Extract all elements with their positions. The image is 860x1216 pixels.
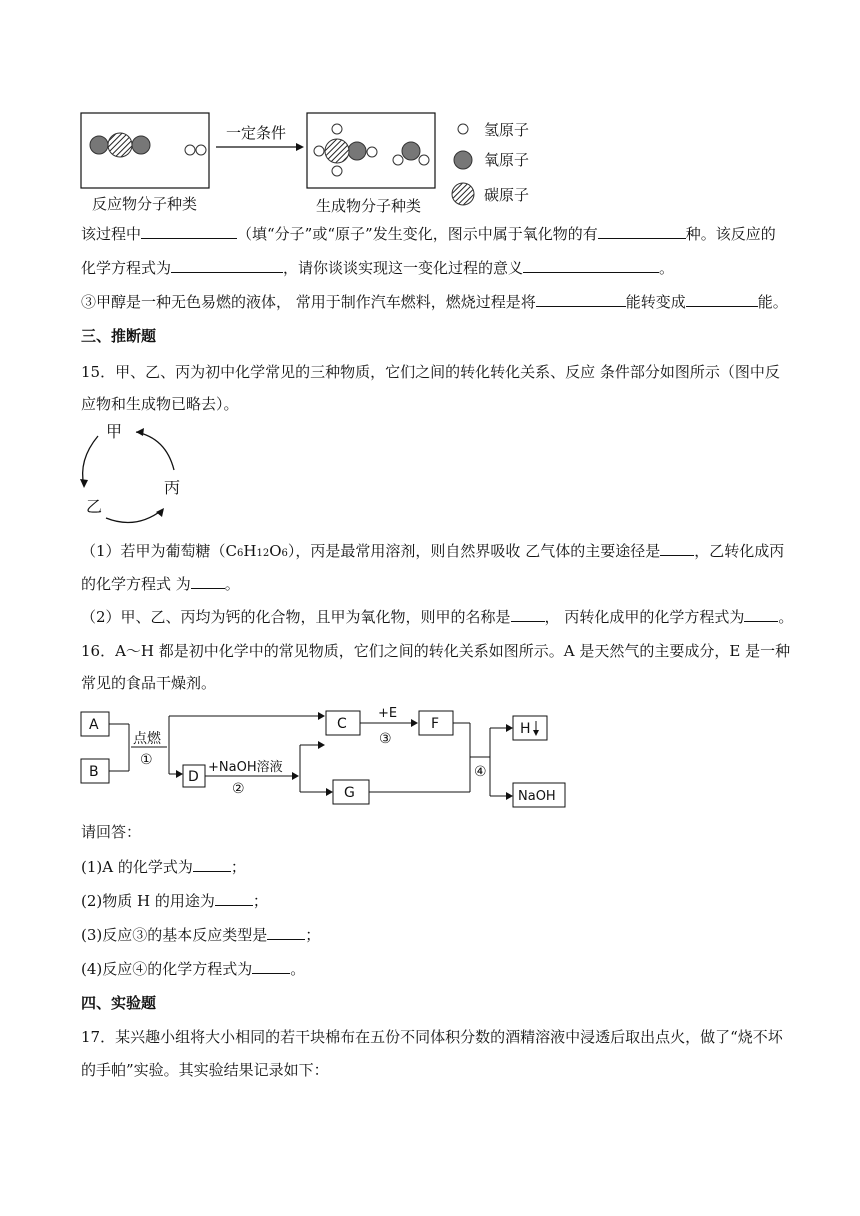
p1-text: 化学方程式为 <box>81 259 172 277</box>
q15-stem-line2: 应物和生成物已略去）。 <box>81 395 239 413</box>
arrow-head-icon <box>80 479 88 488</box>
p1-text: （填“分子”或“原子”发生变化，图示中属于氧化物的有 <box>237 225 598 243</box>
q16-text: (3)反应③的基本反应类型是 <box>81 926 268 944</box>
q16-text: (1)A 的化学式为 <box>81 858 193 876</box>
label-ignite: 点燃 <box>133 731 161 747</box>
label-n4: ④ <box>474 764 487 780</box>
label-c: C <box>337 716 347 732</box>
p1-text: 能。 <box>757 293 788 311</box>
label-f: F <box>431 716 440 732</box>
answer-blank[interactable] <box>215 891 253 906</box>
oxygen-legend-icon <box>454 151 472 169</box>
oxygen-atom <box>348 142 366 160</box>
label-g: G <box>344 785 355 801</box>
arrow-jia-to-yi <box>83 436 98 486</box>
hydrogen-atom <box>332 124 342 134</box>
q16-question-1 <box>81 857 246 877</box>
answer-blank[interactable] <box>660 541 694 556</box>
p1-text: 该过程中 <box>81 225 142 243</box>
label-n3: ③ <box>379 731 392 747</box>
q16-text: ； <box>305 926 321 944</box>
hydrogen-atom <box>196 145 206 155</box>
label-a: A <box>89 717 99 733</box>
label-h: H <box>520 721 531 737</box>
section-heading: 四、实验题 <box>81 994 157 1012</box>
answer-blank[interactable] <box>598 224 686 239</box>
p1-text: 能转变成 <box>625 293 686 311</box>
p1-text: 种。该反应的 <box>685 225 776 243</box>
arrow-head-icon <box>176 770 183 778</box>
arrow-head-icon <box>326 788 333 796</box>
answer-blank[interactable] <box>141 224 237 239</box>
arrow-head-icon <box>506 792 513 800</box>
arrow-head-icon <box>292 772 299 780</box>
q16-text: (4)反应④的化学方程式为 <box>81 960 253 978</box>
answer-blank[interactable] <box>193 857 231 872</box>
carbon-atom <box>108 133 132 157</box>
cycle-diagram <box>70 420 200 530</box>
formula-h: H <box>243 542 257 560</box>
q16-question-2 <box>81 891 268 911</box>
arrow-head-icon <box>506 724 513 732</box>
q15-text: 。 <box>778 608 794 626</box>
p1-text: 。 <box>659 259 675 277</box>
arrow-head-icon <box>136 428 144 436</box>
carbon-atom <box>325 139 349 163</box>
hydrogen-legend-icon <box>458 124 468 134</box>
q16-question-3 <box>81 925 320 945</box>
label-b: B <box>89 764 99 780</box>
q15-sub1-line2 <box>81 574 240 594</box>
q15-sub2 <box>81 607 793 627</box>
q16-text: 。 <box>290 960 306 978</box>
label-d: D <box>188 769 199 785</box>
q15-text: ，乙转化成丙 <box>694 542 785 560</box>
hydrogen-atom <box>393 155 403 165</box>
oxygen-atom <box>402 142 420 160</box>
label-naoh-solution: +NaOH溶液 <box>208 760 283 775</box>
q16-ask: 请回答： <box>81 823 142 841</box>
arrow-head-icon <box>411 719 418 727</box>
p1-line3 <box>81 292 788 312</box>
hydrogen-atom <box>367 147 377 157</box>
q15-text: ， 丙转化成甲的化学方程式为 <box>544 608 745 626</box>
q16-text: ； <box>230 858 246 876</box>
cycle-jia: 甲 <box>106 422 123 441</box>
q15-text: （1）若甲为葡萄糖（C <box>81 542 238 560</box>
q17-stem-line1: 17．某兴趣小组将大小相同的若干块棉布在五份不同体积分数的酒精溶液中浸透后取出点火，做了“烧不坏 <box>81 1028 783 1046</box>
answer-blank[interactable] <box>252 959 290 974</box>
formula-sub: 12 <box>256 548 270 559</box>
arrow-bing-to-jia <box>136 432 174 470</box>
answer-blank[interactable] <box>536 292 626 307</box>
q15-sub1-line1 <box>81 541 784 564</box>
arrow-head-icon <box>156 508 164 517</box>
hydrogen-atom <box>419 155 429 165</box>
flow-diagram <box>0 700 860 812</box>
hydrogen-atom <box>332 166 342 176</box>
label-naoh: NaOH <box>518 789 556 804</box>
p1-text: ，请你谈谈实现这一变化过程的意义 <box>283 259 524 277</box>
molecule-diagram <box>0 100 860 220</box>
q16-text: ； <box>252 892 268 910</box>
legend-oxygen: 氧原子 <box>484 151 530 169</box>
formula-sub: 6 <box>281 548 288 559</box>
cycle-yi: 乙 <box>86 497 103 516</box>
answer-blank[interactable] <box>171 258 283 273</box>
oxygen-atom <box>132 136 150 154</box>
formula-sub: 6 <box>237 548 244 559</box>
arrow-head-icon <box>318 712 325 720</box>
q15-text: 。 <box>224 575 240 593</box>
q16-text: (2)物质 H 的用途为 <box>81 892 215 910</box>
cycle-bing: 丙 <box>164 478 181 497</box>
label-plus-e: +E <box>378 706 398 721</box>
p1-line1 <box>81 224 776 244</box>
q15-text: 的化学方程式 为 <box>81 575 191 593</box>
q15-text: （2）甲、乙、丙均为钙的化合物，且甲为氧化物，则甲的名称是 <box>81 608 511 626</box>
product-caption: 生成物分子种类 <box>316 197 422 215</box>
label-n2: ② <box>232 781 245 797</box>
answer-blank[interactable] <box>267 925 305 940</box>
hydrogen-atom <box>314 146 324 156</box>
oxygen-atom <box>90 136 108 154</box>
answer-blank[interactable] <box>686 292 758 307</box>
arrow-yi-to-bing <box>106 510 162 523</box>
q17-stem-line2: 的手帕”实验。其实验结果记录如下： <box>81 1061 329 1079</box>
legend-hydrogen: 氢原子 <box>484 121 530 139</box>
answer-blank[interactable] <box>191 574 225 589</box>
arrow-head-icon <box>296 143 304 151</box>
arrow-label: 一定条件 <box>226 124 287 142</box>
answer-blank[interactable] <box>511 607 545 622</box>
q16-question-4 <box>81 959 305 979</box>
answer-blank[interactable] <box>523 258 659 273</box>
answer-blank[interactable] <box>744 607 778 622</box>
hydrogen-atom <box>185 145 195 155</box>
arrow-head-icon <box>533 730 539 736</box>
legend-carbon: 碳原子 <box>484 186 530 204</box>
q16-stem-line1: 16．A～H 都是初中化学中的常见物质，它们之间的转化关系如图所示。A 是天然气的主要成分，E 是一种 <box>81 642 791 660</box>
reactant-caption: 反应物分子种类 <box>92 195 198 213</box>
carbon-legend-icon <box>452 183 474 205</box>
q16-stem-line2: 常见的食品干燥剂。 <box>81 674 217 692</box>
q15-stem-line1: 15．甲、乙、丙为初中化学常见的三种物质，它们之间的转化转化关系、反应 条件部分如图所示（图中反 <box>81 363 780 381</box>
p1-text: ③甲醇是一种无色易燃的液体， 常用于制作汽车燃料，燃烧过程是将 <box>81 293 536 311</box>
section-heading: 三、推断题 <box>81 327 157 345</box>
q15-text: ），丙是最常用溶剂，则自然界吸收 乙气体的主要途径是 <box>287 542 661 560</box>
arrow-head-icon <box>318 741 325 749</box>
label-n1: ① <box>140 752 153 768</box>
formula-o: O <box>269 542 282 560</box>
p1-line2 <box>81 258 674 278</box>
